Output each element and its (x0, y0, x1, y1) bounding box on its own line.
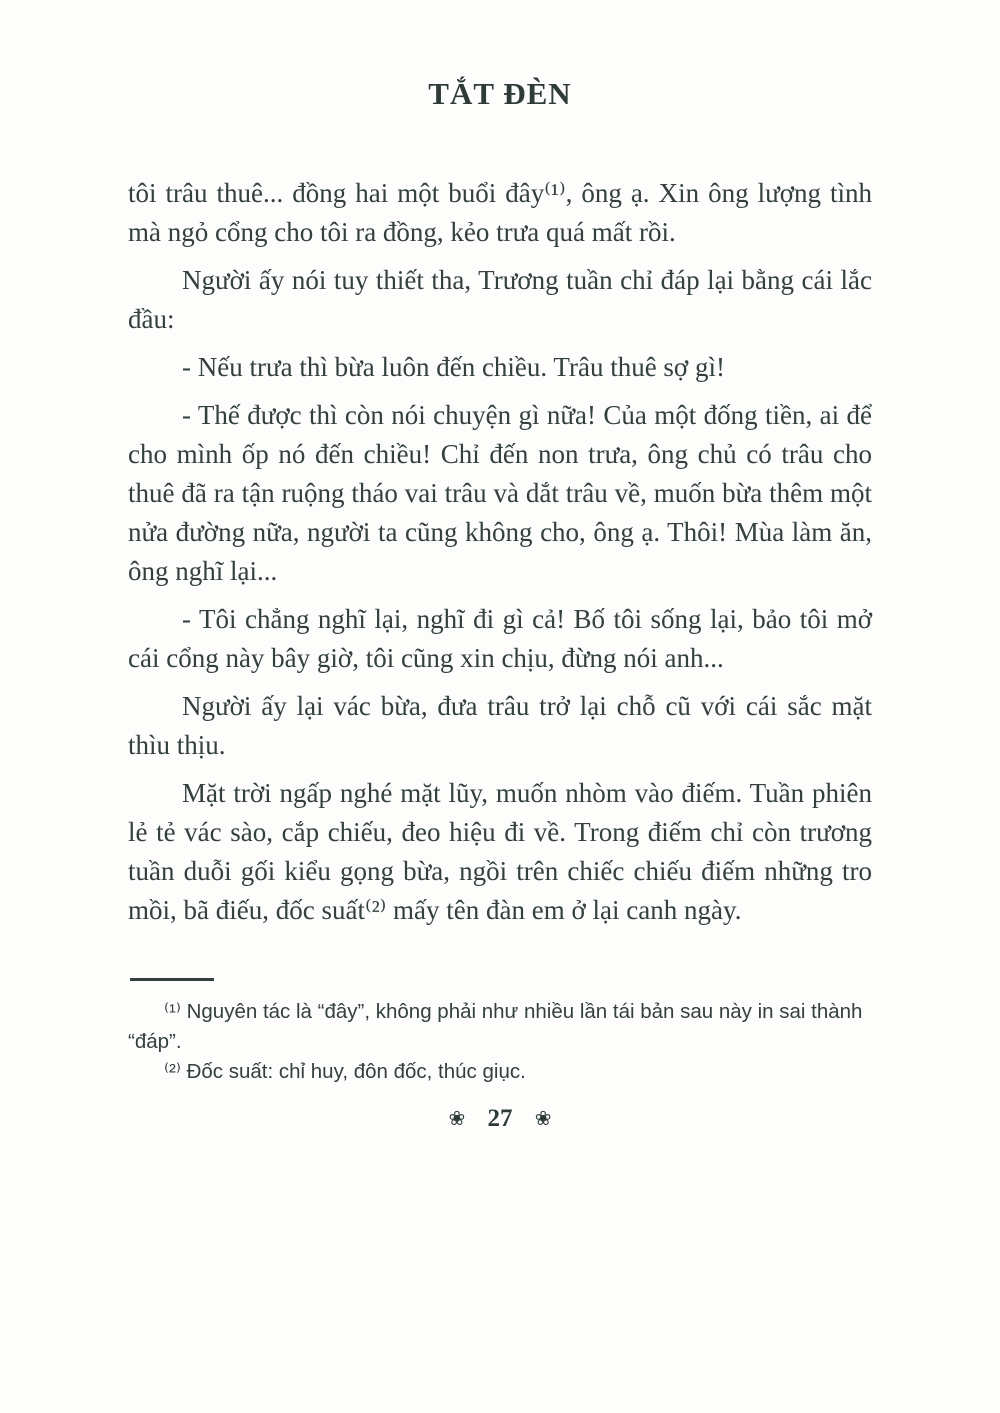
body-text (128, 174, 872, 930)
paragraph: tôi trâu thuê... đồng hai một buổi đây⁽¹⁾, ông ạ. Xin ông lượng tình mà ngỏ cổng cho tôi ra đồng, kẻo trưa quá mất rồi. (128, 178, 872, 247)
paragraph: - Nếu trưa thì bừa luôn đến chiều. Trâu thuê sợ gì! (182, 352, 725, 382)
page-number: 27 (487, 1105, 513, 1132)
footnote: ⁽²⁾ Đốc suất: chỉ huy, đôn đốc, thúc giục. (164, 1060, 526, 1083)
paragraph: Mặt trời ngấp nghé mặt lũy, muốn nhòm vào điếm. Tuần phiên lẻ tẻ vác sào, cắp chiếu, đeo hiệu đi về. Trong điếm chỉ còn trương tuần duỗi gối kiểu gọng bừa, ngồi trên chiếc chiếu điếm những tro mồi, bã điếu, đốc suất⁽²⁾ mấy tên đàn em ở lại canh ngày. (128, 778, 872, 925)
footnotes-section (128, 978, 872, 1087)
paragraph: - Tôi chẳng nghĩ lại, nghĩ đi gì cả! Bố tôi sống lại, bảo tôi mở cái cổng này bây giờ, tôi cũng xin chịu, đừng nói anh... (128, 604, 872, 673)
flower-ornament-icon: ❀ (534, 1106, 552, 1130)
footnote: ⁽¹⁾ Nguyên tác là “đây”, không phải như nhiều lần tái bản sau này in sai thành “đáp”. (128, 1000, 863, 1053)
page-footer (0, 1105, 1000, 1133)
flower-ornament-icon: ❀ (448, 1106, 466, 1130)
paragraph: Người ấy lại vác bừa, đưa trâu trở lại chỗ cũ với cái sắc mặt thìu thịu. (128, 691, 872, 760)
footnote-divider (130, 978, 214, 981)
page-title: TẮT ĐÈN (428, 76, 572, 111)
paragraph: - Thế được thì còn nói chuyện gì nữa! Của một đống tiền, ai để cho mình ốp nó đến chiều! Chỉ đến non trưa, ông chủ có trâu cho thuê đã ra tận ruộng tháo vai trâu và dắt trâu về, muốn bừa thêm một nửa đường nữa, người ta cũng không cho, ông ạ. Thôi! Mùa làm ăn, ông nghĩ lại... (128, 400, 872, 586)
paragraph: Người ấy nói tuy thiết tha, Trương tuần chỉ đáp lại bằng cái lắc đầu: (128, 265, 872, 334)
